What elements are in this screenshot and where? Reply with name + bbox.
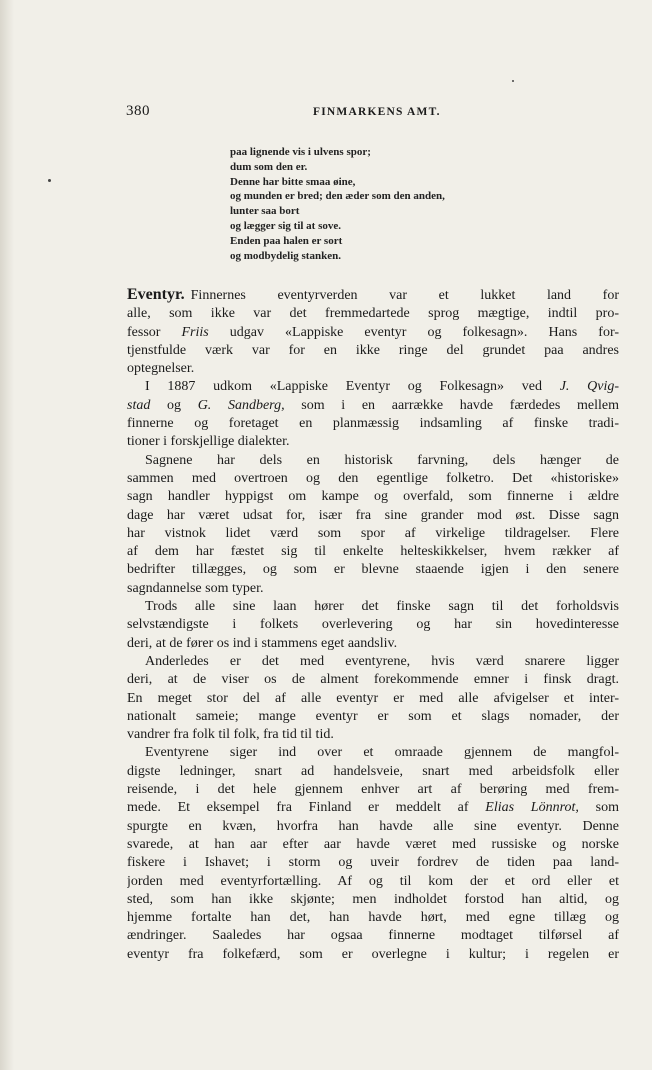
scan-speck [512, 80, 514, 82]
text-line: svarede, at han aar efter aar havde været med russiske og norske [127, 836, 619, 852]
text-line: deri, at de viser os de alment forekommende emner i finsk dragt. [127, 672, 619, 688]
text-line: sagndannelse som typer. [127, 580, 264, 596]
poem-line: og lægger sig til at sove. [230, 219, 342, 232]
poem-line: lunter saa bort [230, 205, 300, 218]
section-body [127, 286, 619, 964]
text-line: hjemme fortalte han det, han havde hørt, med egne tillæg og [127, 910, 619, 926]
text-line: En meget stor del af alle eventyr er med alle afvigelser et inter- [127, 690, 619, 706]
text-line: Anderledes er det med eventyrene, hvis værd snarere ligger [145, 653, 619, 669]
text-line: sted, som han ikke skjønte; men indholdet forstod han altid, og [127, 891, 619, 907]
text-line: Sagnene har dels en historisk farvning, dels hænger de [145, 452, 619, 468]
text-line: har vistnok lidet værd som spor af virkelige tildragelser. Flere [127, 525, 619, 541]
text-line: Eventyrene siger ind over et omraade gjennem de mangfol- [145, 745, 619, 761]
text-line: deri, at de fører os ind i stammens eget aandsliv. [127, 635, 398, 651]
text-line: jorden med eventyrfortælling. Af og til kom der et ord eller et [127, 873, 619, 889]
poem-line: dum som den er. [230, 160, 308, 173]
running-head: FINMARKENS AMT. [313, 106, 441, 118]
text-line: nationalt sameie; mange eventyr er som et slags nomader, der [127, 708, 619, 724]
text-line: finnerne og foretaget en planmæssig indsamling af finske tradi- [127, 416, 619, 432]
poem-line: og munden er bred; den æder som den anden, [230, 190, 445, 203]
poem-line: Denne har bitte smaa øine, [230, 175, 356, 188]
text-line: sagn handler hyppigst om kampe og overfald, som finnerne i ældre [127, 489, 619, 505]
poem-line: og modbydelig stanken. [230, 249, 341, 262]
text-line: spurgte en kvæn, hvorfra han havde alle sine eventyr. Denne [127, 818, 619, 834]
text-line: sammen med overtroen og den egentlige folketro. Det «historiske» [127, 470, 619, 486]
text-line: mede. Et eksempel fra Finland er meddelt af Elias Lönnrot, som [127, 800, 619, 816]
text-line: Trods alle sine laan hører det finske sagn til det forholdsvis [145, 599, 619, 615]
scan-speck [48, 179, 51, 182]
name-friis: Friis [181, 324, 209, 340]
name-lonnrot: Elias Lönnrot, [485, 800, 579, 816]
name-qvigstad: J. Qvig- [559, 379, 619, 395]
text-line: eventyr fra folkefærd, som er overlegne i kultur; i regelen er [127, 946, 619, 962]
text-line: Eventyr. Finnernes eventyrverden var et lukket land for [127, 286, 619, 303]
text-line: selvstændigste i folkets overlevering og har sin hovedinteresse [127, 617, 619, 633]
page-header [126, 103, 620, 123]
text-line: stad og G. Sandberg, som i en aarrække havde færdedes mellem [127, 397, 619, 413]
poem-block [230, 145, 445, 263]
text-line: vandrer fra folk til folk, fra tid til tid. [127, 727, 334, 743]
page-number: 380 [126, 103, 150, 119]
poem-line: Enden paa halen er sort [230, 234, 343, 247]
text-line: dage har været udsat for, især fra sine grander mod øst. Disse sagn [127, 507, 619, 523]
text-line: fessor Friis udgav «Lappiske eventyr og folkesagn». Hans for- [127, 324, 619, 340]
text-line: I 1887 udkom «Lappiske Eventyr og Folkesagn» ved J. Qvig- [145, 379, 619, 395]
text-line: tjenstfulde værk var for en ikke ringe del grundet paa andres [127, 342, 619, 358]
text-line: tioner i forskjellige dialekter. [127, 434, 290, 450]
text-line: ændringer. Saaledes har ogsaa finnerne modtaget tilførsel af [127, 928, 619, 944]
text-line: reisende, i det hele gjennem enhver art af berøring med frem- [127, 782, 619, 798]
scan-edge-shadow [0, 0, 14, 1070]
text-line: af dem har fæstet sig til enkelte helteskikkelser, hvem rækker af [127, 544, 619, 560]
text-line: bedrifter tillægges, og som er blevne staaende igjen i den senere [127, 562, 619, 578]
text-line: alle, som ikke var det fremmedartede sprog mægtige, indtil pro- [127, 306, 619, 322]
name-sandberg: G. Sandberg, [197, 397, 285, 413]
text-line: digste ledninger, snart ad handelsveie, snart med arbeidsfolk eller [127, 763, 619, 779]
text-line: optegnelser. [127, 361, 195, 377]
poem-line: paa lignende vis i ulvens spor; [230, 146, 371, 158]
section-heading: Eventyr. [127, 286, 185, 303]
text-line: fiskere i Ishavet; i storm og uveir fordrev de tiden paa land- [127, 855, 619, 871]
